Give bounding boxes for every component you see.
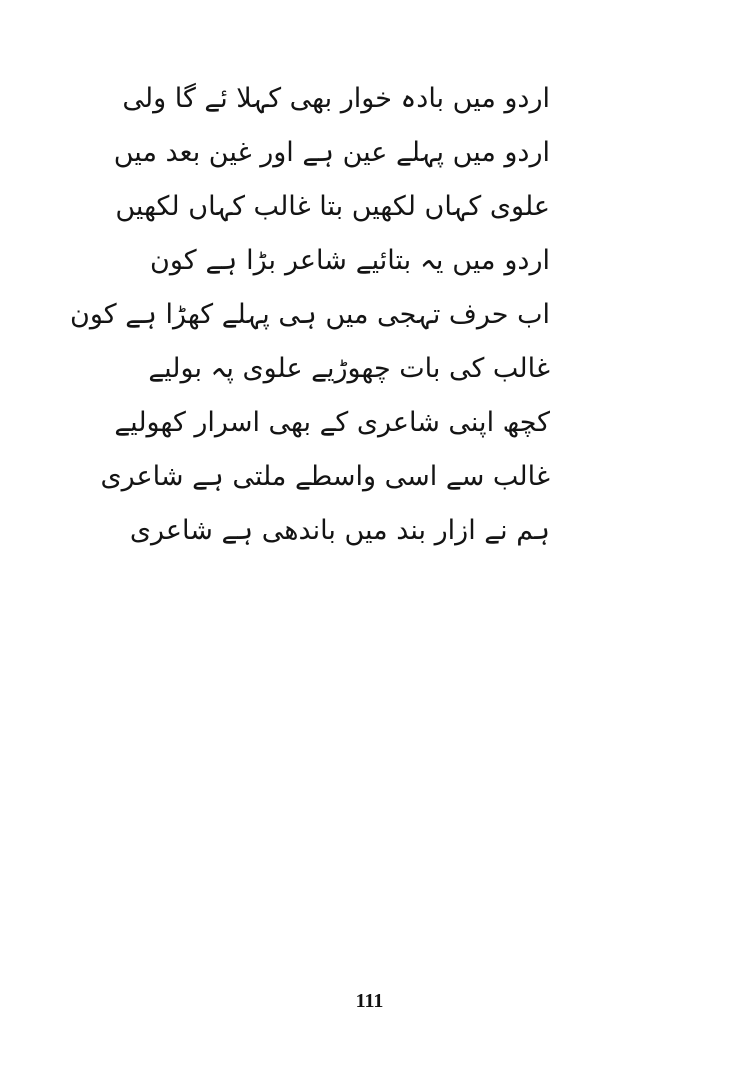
- page-number: 111: [355, 990, 384, 1012]
- poem-line: ہم نے ازار بند میں باندھی ہے شاعری: [129, 515, 550, 546]
- poem-block: [70, 72, 550, 558]
- poem-line: اردو میں یہ بتائیے شاعر بڑا ہے کون: [150, 245, 550, 276]
- poem-line: اردو میں بادہ خوار بھی کہلا ئے گا ولی: [122, 83, 550, 114]
- poem-line: کچھ اپنی شاعری کے بھی اسرار کھولیے: [114, 407, 550, 438]
- poem-line: اردو میں پہلے عین ہے اور غین بعد میں: [113, 137, 550, 168]
- poem-line: علوی کہاں لکھیں بتا غالب کہاں لکھیں: [115, 191, 550, 222]
- poem-line: غالب سے اسی واسطے ملتی ہے شاعری: [100, 461, 550, 492]
- poem-line: اب حرف تہجی میں ہی پہلے کھڑا ہے کون: [70, 299, 550, 330]
- poem-line: غالب کی بات چھوڑیے علوی پہ بولیے: [148, 353, 550, 384]
